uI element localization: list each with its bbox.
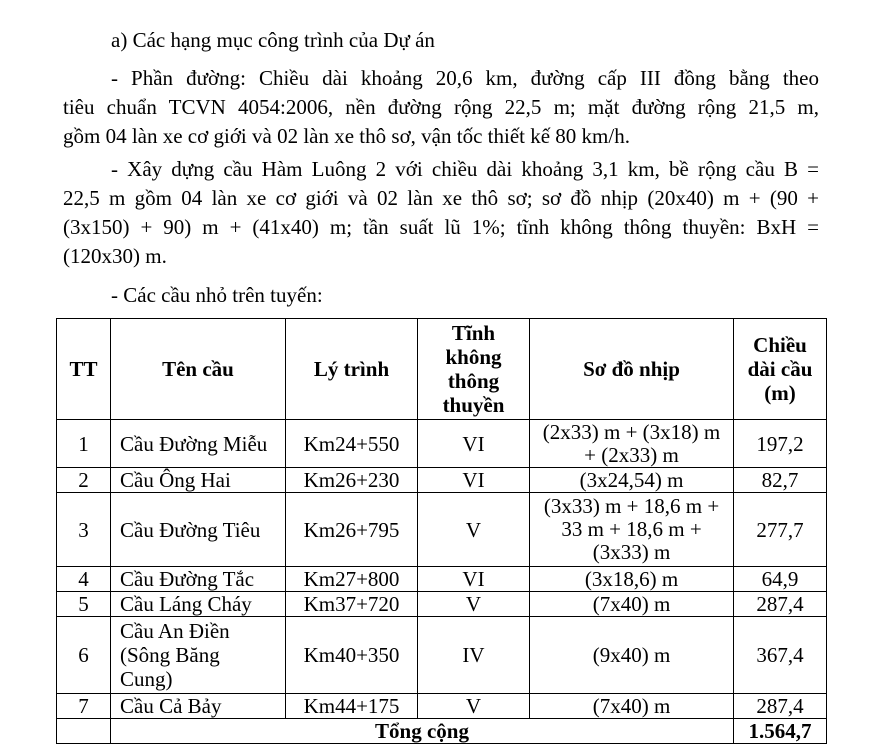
header-clearance-line: thuyền	[442, 393, 505, 417]
cell-span-line: (7x40) m	[592, 591, 671, 616]
table-total-row	[57, 719, 827, 744]
cell-tt: 7	[57, 694, 111, 719]
cell-name-line: Cầu Đường Tắc	[120, 567, 255, 591]
cell-empty	[57, 719, 111, 744]
cell-length: 197,2	[734, 420, 827, 468]
paragraph-bridge	[63, 155, 819, 271]
cell-name	[111, 694, 286, 719]
paragraph-road	[63, 64, 819, 151]
table-row	[57, 567, 827, 592]
cell-span	[530, 694, 734, 719]
bridges-table	[56, 318, 827, 744]
paragraph-small-bridges: - Các cầu nhỏ trên tuyến:	[111, 283, 323, 307]
header-clearance	[418, 319, 530, 420]
cell-clearance: VI	[418, 420, 530, 468]
cell-station: Km26+230	[286, 468, 418, 493]
cell-name	[111, 420, 286, 468]
cell-name-line: Cung)	[120, 667, 173, 691]
cell-station: Km40+350	[286, 617, 418, 694]
cell-station: Km44+175	[286, 694, 418, 719]
cell-length: 82,7	[734, 468, 827, 493]
header-span: Sơ đồ nhịp	[530, 319, 734, 420]
cell-tt: 5	[57, 592, 111, 617]
table-row	[57, 617, 827, 694]
cell-name-line: Cầu Đường Tiêu	[120, 517, 261, 542]
cell-clearance: V	[418, 694, 530, 719]
cell-station: Km37+720	[286, 592, 418, 617]
cell-length: 367,4	[734, 617, 827, 694]
paragraph-line: (120x30) m.	[63, 244, 167, 268]
cell-name	[111, 493, 286, 567]
cell-name-line: Cầu Ông Hai	[120, 468, 231, 492]
table-row	[57, 592, 827, 617]
paragraph-line: - Phần đường: Chiều dài khoảng 20,6 km, đường cấp III đồng bằng theo	[111, 66, 819, 90]
cell-clearance: IV	[418, 617, 530, 694]
cell-span-line: (3x33) m	[592, 540, 671, 564]
header-length-line: dài cầu	[747, 357, 813, 381]
cell-station: Km24+550	[286, 420, 418, 468]
cell-span-line: (3x24,54) m	[579, 467, 684, 492]
cell-clearance: VI	[418, 567, 530, 592]
cell-span	[530, 493, 734, 567]
table-row	[57, 420, 827, 468]
section-heading: a) Các hạng mục công trình của Dự án	[111, 28, 435, 52]
header-length-line: Chiều	[753, 333, 807, 357]
total-value: 1.564,7	[734, 719, 827, 744]
header-tt: TT	[57, 319, 111, 420]
cell-name-line: Cầu An Điền	[120, 619, 230, 643]
cell-span	[530, 567, 734, 592]
cell-length: 287,4	[734, 694, 827, 719]
cell-tt: 3	[57, 493, 111, 567]
table-header-row	[57, 319, 827, 420]
cell-span-line: 33 m + 18,6 m +	[561, 517, 702, 541]
cell-span-line: + (2x33) m	[584, 442, 679, 467]
cell-name-line: (Sông Băng	[120, 643, 220, 667]
cell-name	[111, 468, 286, 493]
header-length-line: (m)	[764, 381, 796, 405]
header-station: Lý trình	[286, 319, 418, 420]
paragraph-line: - Xây dựng cầu Hàm Luông 2 với chiều dài khoảng 3,1 km, bề rộng cầu B =	[111, 157, 819, 181]
paragraph-line: tiêu chuẩn TCVN 4054:2006, nền đường rộng 22,5 m; mặt đường rộng 21,5 m,	[63, 95, 819, 119]
cell-span	[530, 468, 734, 493]
total-label: Tổng cộng	[111, 719, 734, 744]
cell-tt: 4	[57, 567, 111, 592]
table-row	[57, 468, 827, 493]
cell-tt: 6	[57, 617, 111, 694]
paragraph-line: (3x150) + 90) m + (41x40) m; tần suất lũ 1%; tĩnh không thông thuyền: BxH =	[63, 215, 819, 239]
cell-name-line: Cầu Cả Bảy	[120, 694, 222, 718]
cell-name	[111, 617, 286, 694]
cell-length: 287,4	[734, 592, 827, 617]
cell-name-line: Cầu Láng Cháy	[120, 592, 252, 616]
cell-span-line: (2x33) m + (3x18) m	[542, 419, 721, 444]
cell-span-line: (9x40) m	[592, 642, 671, 667]
cell-length: 277,7	[734, 493, 827, 567]
cell-span	[530, 420, 734, 468]
cell-clearance: V	[418, 592, 530, 617]
header-name: Tên cầu	[111, 319, 286, 420]
cell-tt: 2	[57, 468, 111, 493]
cell-clearance: V	[418, 493, 530, 567]
cell-clearance: VI	[418, 468, 530, 493]
header-clearance-line: không	[445, 345, 502, 369]
cell-station: Km27+800	[286, 567, 418, 592]
paragraph-line: gồm 04 làn xe cơ giới và 02 làn xe thô sơ, vận tốc thiết kế 80 km/h.	[63, 124, 630, 148]
cell-tt: 1	[57, 420, 111, 468]
header-clearance-line: thông	[447, 369, 500, 393]
header-clearance-line: Tĩnh	[451, 321, 496, 345]
cell-length: 64,9	[734, 567, 827, 592]
cell-span-line: (7x40) m	[592, 693, 671, 718]
cell-name-line: Cầu Đường Miễu	[120, 431, 268, 456]
cell-span-line: (3x33) m + 18,6 m +	[543, 494, 720, 518]
cell-span	[530, 592, 734, 617]
table-row	[57, 493, 827, 567]
paragraph-line: 22,5 m gồm 04 làn xe cơ giới và 02 làn xe thô sơ; sơ đồ nhịp (20x40) m + (90 +	[63, 186, 819, 210]
table-row	[57, 694, 827, 719]
cell-station: Km26+795	[286, 493, 418, 567]
cell-span-line: (3x18,6) m	[584, 566, 679, 591]
cell-name	[111, 567, 286, 592]
header-length	[734, 319, 827, 420]
cell-span	[530, 617, 734, 694]
cell-name	[111, 592, 286, 617]
